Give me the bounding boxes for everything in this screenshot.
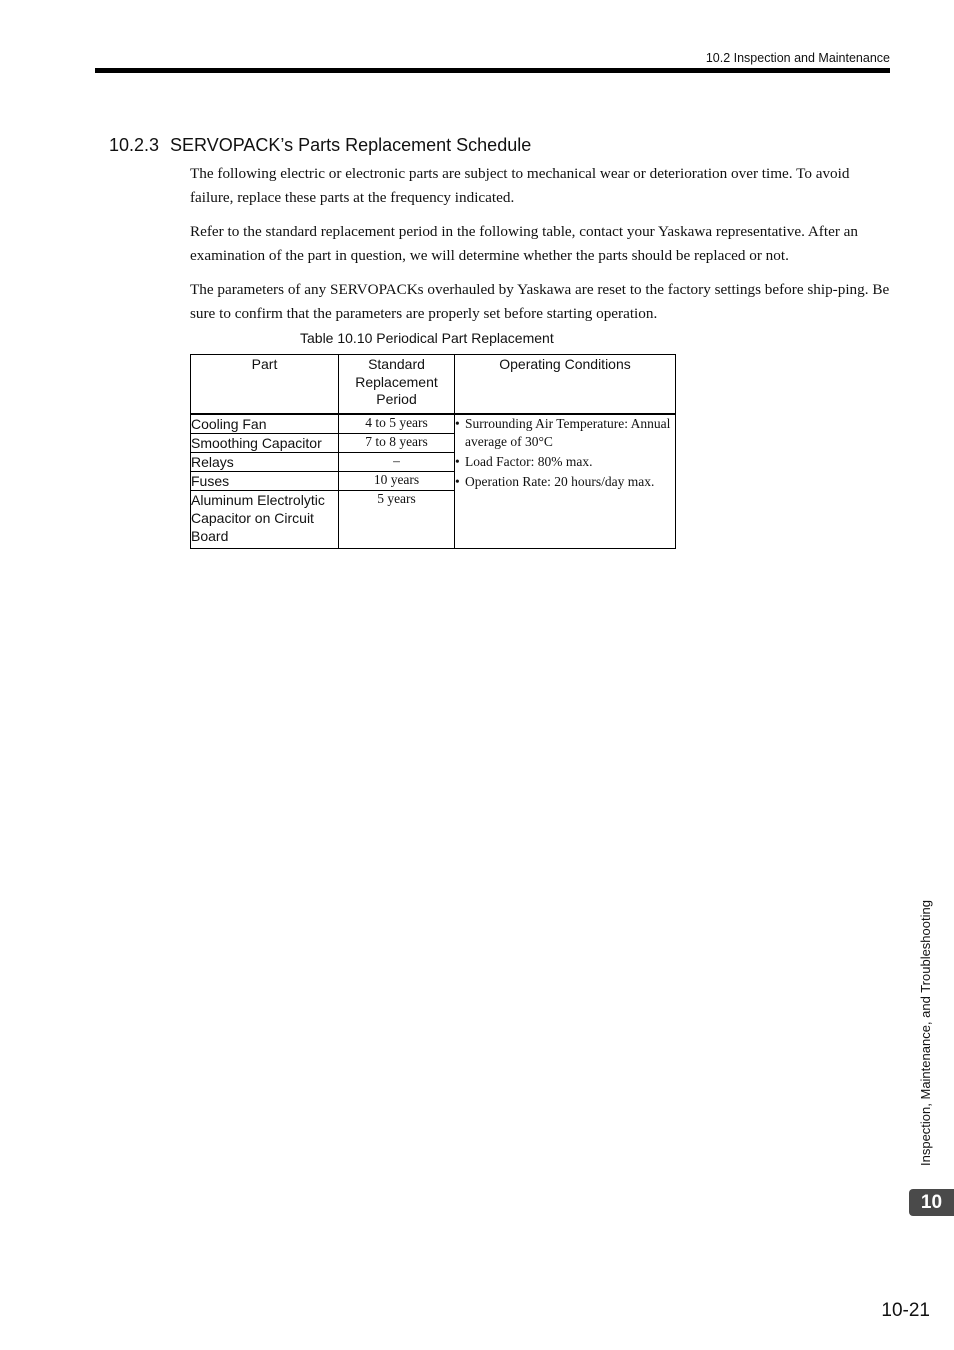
- period-cell: 5 years: [339, 490, 455, 548]
- header-period: Standard Replacement Period: [339, 355, 455, 414]
- condition-item: [455, 473, 675, 491]
- period-cell: 10 years: [339, 471, 455, 490]
- period-cell: –: [339, 452, 455, 471]
- paragraph-intro: The following electric or electronic parts are subject to mechanical wear or deterioration over time. To avoid failure, replace these parts at the frequency indicated.: [190, 165, 850, 206]
- running-header: 10.2 Inspection and Maintenance: [705, 51, 890, 65]
- paragraph-contact: Refer to the standard replacement period in the following table, contact your Yaskawa representative. After an examination of the part in question, we will determine whether the parts should be replaced or not.: [190, 223, 859, 264]
- table-header-row: [191, 355, 676, 414]
- condition-text: Surrounding Air Temperature: Annual average of 30°C: [465, 415, 671, 449]
- table-row: [191, 414, 676, 434]
- chapter-side-label: Inspection, Maintenance, and Troubleshooting: [918, 900, 933, 1166]
- condition-text: Operation Rate: 20 hours/day max.: [465, 473, 655, 489]
- section-title: SERVOPACK’s Parts Replacement Schedule: [170, 135, 532, 155]
- condition-text: Load Factor: 80% max.: [465, 453, 593, 469]
- paragraph-parameters: The parameters of any SERVOPACKs overhauled by Yaskawa are reset to the factory settings before ship-ping. Be sure to confirm that the parameters are properly set before starting operation.: [190, 281, 890, 322]
- part-cell: Fuses: [191, 471, 339, 490]
- conditions-cell: [455, 414, 676, 549]
- header-conditions: Operating Conditions: [455, 355, 676, 414]
- table-caption: Table 10.10 Periodical Part Replacement: [300, 330, 554, 346]
- bullet-marker: •: [455, 453, 460, 469]
- section-heading: [109, 135, 531, 156]
- condition-item: [455, 453, 675, 471]
- period-cell: 4 to 5 years: [339, 414, 455, 434]
- part-cell: Cooling Fan: [191, 414, 339, 434]
- chapter-tab[interactable]: 10: [909, 1189, 954, 1216]
- section-number: 10.2.3: [109, 135, 160, 155]
- header-part: Part: [191, 355, 339, 414]
- bullet-marker: •: [455, 473, 460, 489]
- header-rule: [95, 68, 890, 73]
- period-cell: 7 to 8 years: [339, 433, 455, 452]
- page-number: 10-21: [881, 1300, 930, 1321]
- conditions-list: [455, 415, 675, 491]
- part-cell: Aluminum Electrolytic Capacitor on Circuit Board: [191, 490, 339, 548]
- parts-replacement-table: [190, 354, 676, 549]
- part-cell: Relays: [191, 452, 339, 471]
- condition-item: [455, 415, 675, 451]
- bullet-marker: •: [455, 415, 460, 431]
- part-cell: Smoothing Capacitor: [191, 433, 339, 452]
